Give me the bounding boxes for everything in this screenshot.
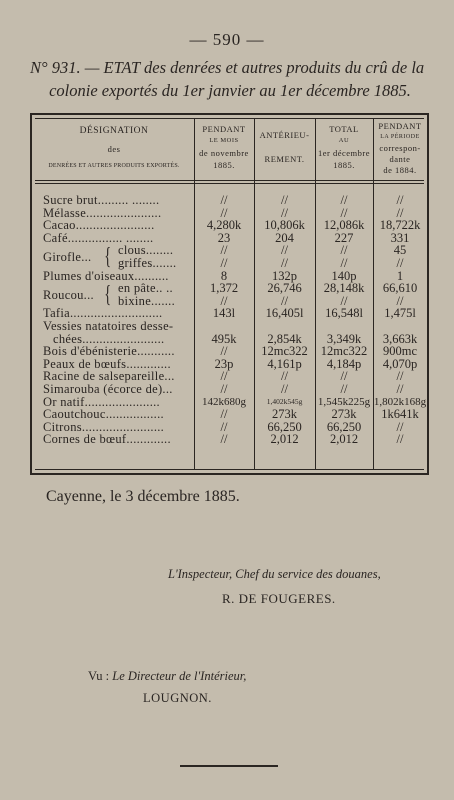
closing-rule	[180, 765, 278, 767]
document-heading	[30, 56, 430, 102]
place-date: Cayenne, le 3 décembre 1885.	[46, 488, 240, 505]
inspector-title: L'Inspecteur, Chef du service des douanes,	[168, 567, 381, 581]
table-row: Bois d'ébénisterie........... // 12mc322 12mc322 900mc	[43, 344, 418, 359]
director-line	[88, 669, 246, 684]
heading-title: — ETAT des denrées et autres produits du crû de la	[80, 58, 425, 77]
table-row: Sucre brut......... ........ // // // //	[43, 193, 404, 207]
table-rule-top	[35, 118, 424, 119]
table-rule-bottom	[35, 469, 424, 470]
header-col3: TOTAL AU 1er décembre 1885.	[317, 124, 370, 170]
header-col2: ANTÉRIEU- REMENT.	[259, 130, 310, 164]
table-row: Vessies natatoires desse-	[43, 320, 174, 333]
table-row: griffes....... // // // //	[118, 256, 404, 270]
director-title: Le Directeur de l'Intérieur,	[112, 669, 247, 683]
director-name: LOUGNON.	[143, 691, 212, 705]
header-designation: DÉSIGNATION des DENRÉES ET AUTRES PRODUITS EXPORTÉS.	[48, 126, 180, 169]
table-row: Mélasse...................... // // // //	[43, 205, 404, 220]
table-rule-header2	[35, 183, 424, 184]
table-row: Cornes de bœuf............. // 2,012 2,012 //	[43, 432, 404, 447]
table-row: en pâte.. .. 1,372 26,746 28,148k 66,610	[118, 281, 418, 296]
brace-roucou: {	[104, 282, 112, 308]
header-col4: PENDANT LA PÉRIODE correspon- dante de 1884.	[378, 121, 422, 175]
table-row: Racine de salsepareille... // // // //	[43, 369, 404, 384]
exports-table	[30, 113, 429, 475]
table-row: Or natif...................... 142k680g 1,402k545g 1,545k225g 1,802k168g	[43, 395, 427, 409]
table-row: chées........................ 495k 2,854k 3,349k 3,663k	[53, 331, 418, 346]
table-row: Café................ ........ 23 204 227 331	[43, 230, 410, 245]
table-row: clous........ // // // 45	[118, 243, 407, 258]
inspector-name: R. DE FOUGERES.	[222, 591, 336, 606]
table-rule-header	[35, 180, 424, 181]
group-label-girofle: Girofle...	[43, 251, 92, 264]
table-row: Tafia........................... 143l 16,405l 16,548l 1,475l	[43, 306, 416, 321]
table-row: bixine....... // // // //	[118, 293, 404, 308]
group-label-roucou: Roucou...	[43, 288, 94, 302]
table-row: Cacao....................... 4,280k 10,806k 12,086k 18,722k	[43, 218, 421, 233]
vu-prefix: Vu :	[88, 669, 113, 683]
table-row: Peaux de bœufs............. 23p 4,161p 4,184p 4,070p	[43, 356, 418, 371]
table-row: Simarouba (écorce de)... // // // //	[43, 382, 404, 396]
table-row: Plumes d'oiseaux.......... 8 132p 140p 1	[43, 268, 404, 283]
header-col1: PENDANT LE MOIS de novembre 1885.	[199, 124, 249, 170]
heading-title-tail: colonie exportés du 1er janvier au 1er décembre 1885.	[49, 81, 411, 100]
heading-number: N° 931.	[30, 58, 81, 77]
table-row: Citrons........................ // 66,250 66,250 //	[43, 419, 404, 434]
brace-girofle: {	[104, 244, 112, 270]
page-number: — 590 —	[189, 30, 265, 49]
table-row: Caoutchouc................. // 273k 273k 1k641k	[43, 407, 419, 422]
